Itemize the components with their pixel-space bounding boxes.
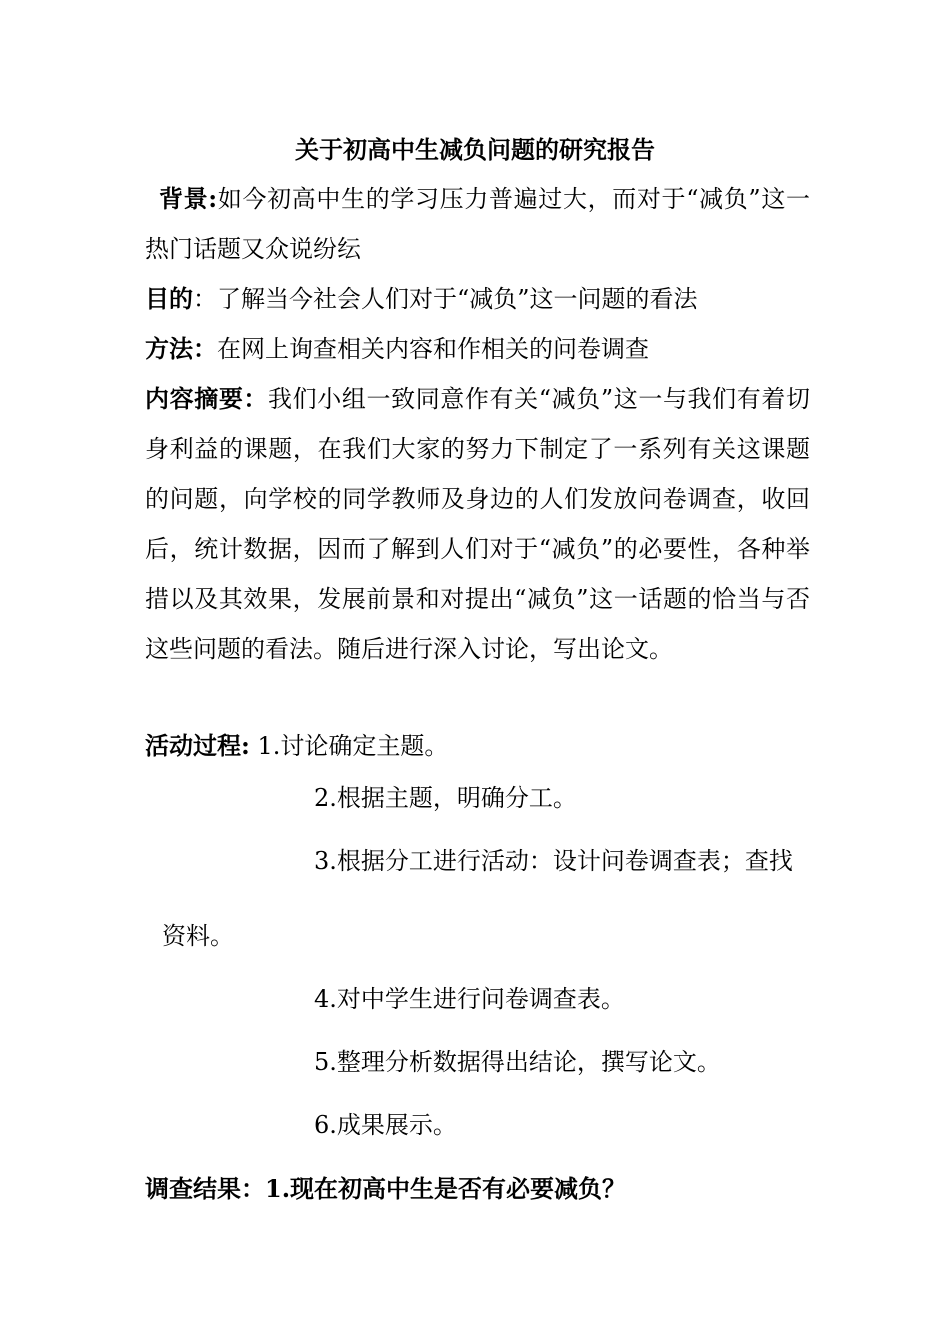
purpose-paragraph	[145, 274, 810, 324]
summary-label: 内容摘要：	[145, 384, 269, 413]
process-step-6: 6.成果展示。	[314, 1111, 457, 1139]
process-step-2: 2.根据主题，明确分工。	[314, 784, 577, 812]
results-line	[145, 1173, 626, 1205]
document-title: 关于初高中生减负问题的研究报告	[295, 135, 655, 164]
method-text: 在网上询查相关内容和作相关的问卷调查	[217, 335, 649, 363]
process-step-4: 4.对中学生进行问卷调查表。	[314, 985, 625, 1013]
process-label: 活动过程:	[145, 731, 250, 760]
background-label: 背景:	[159, 184, 218, 213]
process-step-3: 3.根据分工进行活动：设计问卷调查表；查找	[314, 847, 793, 875]
background-text: 如今初高中生的学习压力普遍过大，而对于“减负”这一热门话题又众说纷纭	[145, 185, 810, 263]
process-step-1: 1.讨论确定主题。	[249, 732, 449, 760]
method-label: 方法：	[145, 334, 217, 363]
method-paragraph	[145, 324, 810, 374]
purpose-label: 目的	[145, 284, 193, 313]
process-step-3-continued: 资料。	[162, 922, 234, 950]
process-step-1-line	[145, 730, 448, 762]
purpose-text: ：了解当今社会人们对于“减负”这一问题的看法	[193, 285, 698, 313]
results-item-1: 1.现在初高中生是否有必要减负？	[265, 1174, 627, 1203]
summary-paragraph	[145, 374, 810, 674]
summary-text: 我们小组一致同意作有关“减负”这一与我们有着切身利益的课题，在我们大家的努力下制定了一系列有关这课题的问题，向学校的同学教师及身边的人们发放问卷调查，收回后，统计数据，因而了解到人们对于“减负”的必要性，各种举措以及其效果，发展前景和对提出“减负”这一话题的恰当与否这些问题的看法。随后进行深入讨论，写出论文。	[145, 385, 810, 663]
background-paragraph	[145, 174, 810, 274]
process-step-5: 5.整理分析数据得出结论，撰写论文。	[314, 1048, 721, 1076]
results-label: 调查结果：	[145, 1174, 265, 1203]
